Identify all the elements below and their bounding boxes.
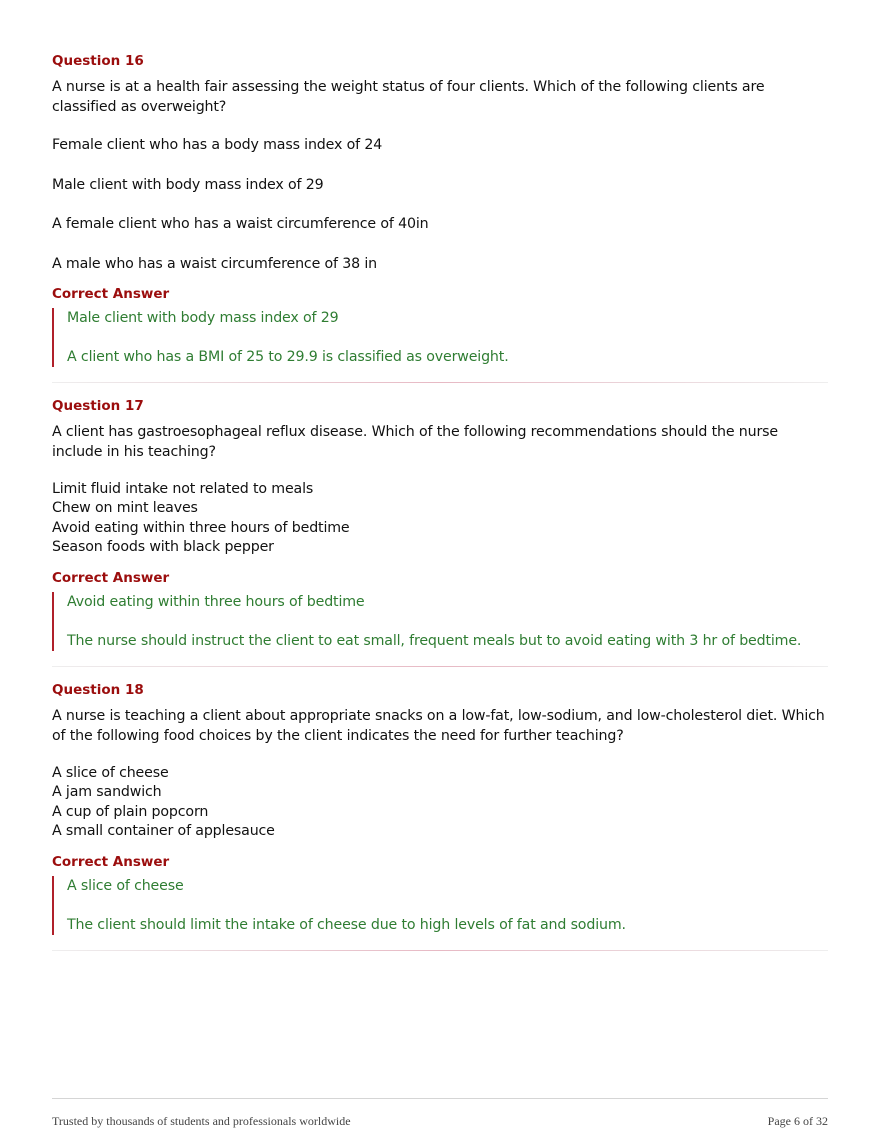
footer: [52, 1114, 828, 1129]
answer-block: [52, 308, 828, 367]
option: A female client who has a waist circumference of 40in: [52, 216, 429, 232]
question-list: [52, 50, 828, 963]
question-text: A nurse is at a health fair assessing the weight status of four clients. Which of the following clients are classified as overweight?: [52, 79, 765, 115]
option: A jam sandwich: [52, 784, 162, 800]
divider: [52, 382, 828, 383]
option: A cup of plain popcorn: [52, 803, 209, 820]
correct-answer: Male client with body mass index of 29: [67, 309, 339, 326]
question-17: [52, 395, 828, 667]
explanation: The nurse should instruct the client to eat small, frequent meals but to avoid eating with 3 hr of bedtime.: [67, 632, 802, 649]
answer-block: [52, 592, 828, 651]
option: Male client with body mass index of 29: [52, 176, 324, 193]
option: Chew on mint leaves: [52, 500, 198, 516]
option: Limit fluid intake not related to meals: [52, 480, 314, 497]
question-title: Question 16: [52, 53, 144, 69]
correct-answer: Avoid eating within three hours of bedtime: [67, 593, 365, 610]
correct-answer-label: Correct Answer: [52, 285, 170, 302]
question-16: [52, 50, 828, 383]
divider: [52, 950, 828, 951]
option: A male who has a waist circumference of 38 in: [52, 255, 378, 272]
option: Female client who has a body mass index of 24: [52, 137, 383, 153]
footer-tagline: Trusted by thousands of students and professionals worldwide: [52, 1114, 351, 1128]
option: A small container of applesauce: [52, 823, 275, 839]
question-text: A nurse is teaching a client about appropriate snacks on a low-fat, low-sodium, and low-cholesterol diet. Which of the following food choices by the client indicates the need for further teaching?: [52, 707, 825, 744]
explanation: A client who has a BMI of 25 to 29.9 is classified as overweight.: [67, 348, 509, 365]
explanation: The client should limit the intake of cheese due to high levels of fat and sodium.: [67, 916, 626, 933]
correct-answer-label: Correct Answer: [52, 853, 170, 870]
option: Avoid eating within three hours of bedtime: [52, 519, 350, 536]
footer-divider: [52, 1098, 828, 1099]
question-title: Question 18: [52, 681, 144, 698]
options: [52, 135, 828, 274]
question-title: Question 17: [52, 397, 144, 414]
page-number: Page 6 of 32: [767, 1114, 828, 1128]
options: [52, 764, 828, 842]
question-text: A client has gastroesophageal reflux disease. Which of the following recommendations should the nurse include in his teaching?: [52, 423, 778, 460]
correct-answer: A slice of cheese: [67, 877, 184, 894]
question-18: [52, 679, 828, 951]
option: Season foods with black pepper: [52, 539, 274, 555]
correct-answer-label: Correct Answer: [52, 569, 170, 586]
divider: [52, 666, 828, 667]
option: A slice of cheese: [52, 764, 169, 781]
answer-block: [52, 876, 828, 935]
options: [52, 480, 828, 558]
